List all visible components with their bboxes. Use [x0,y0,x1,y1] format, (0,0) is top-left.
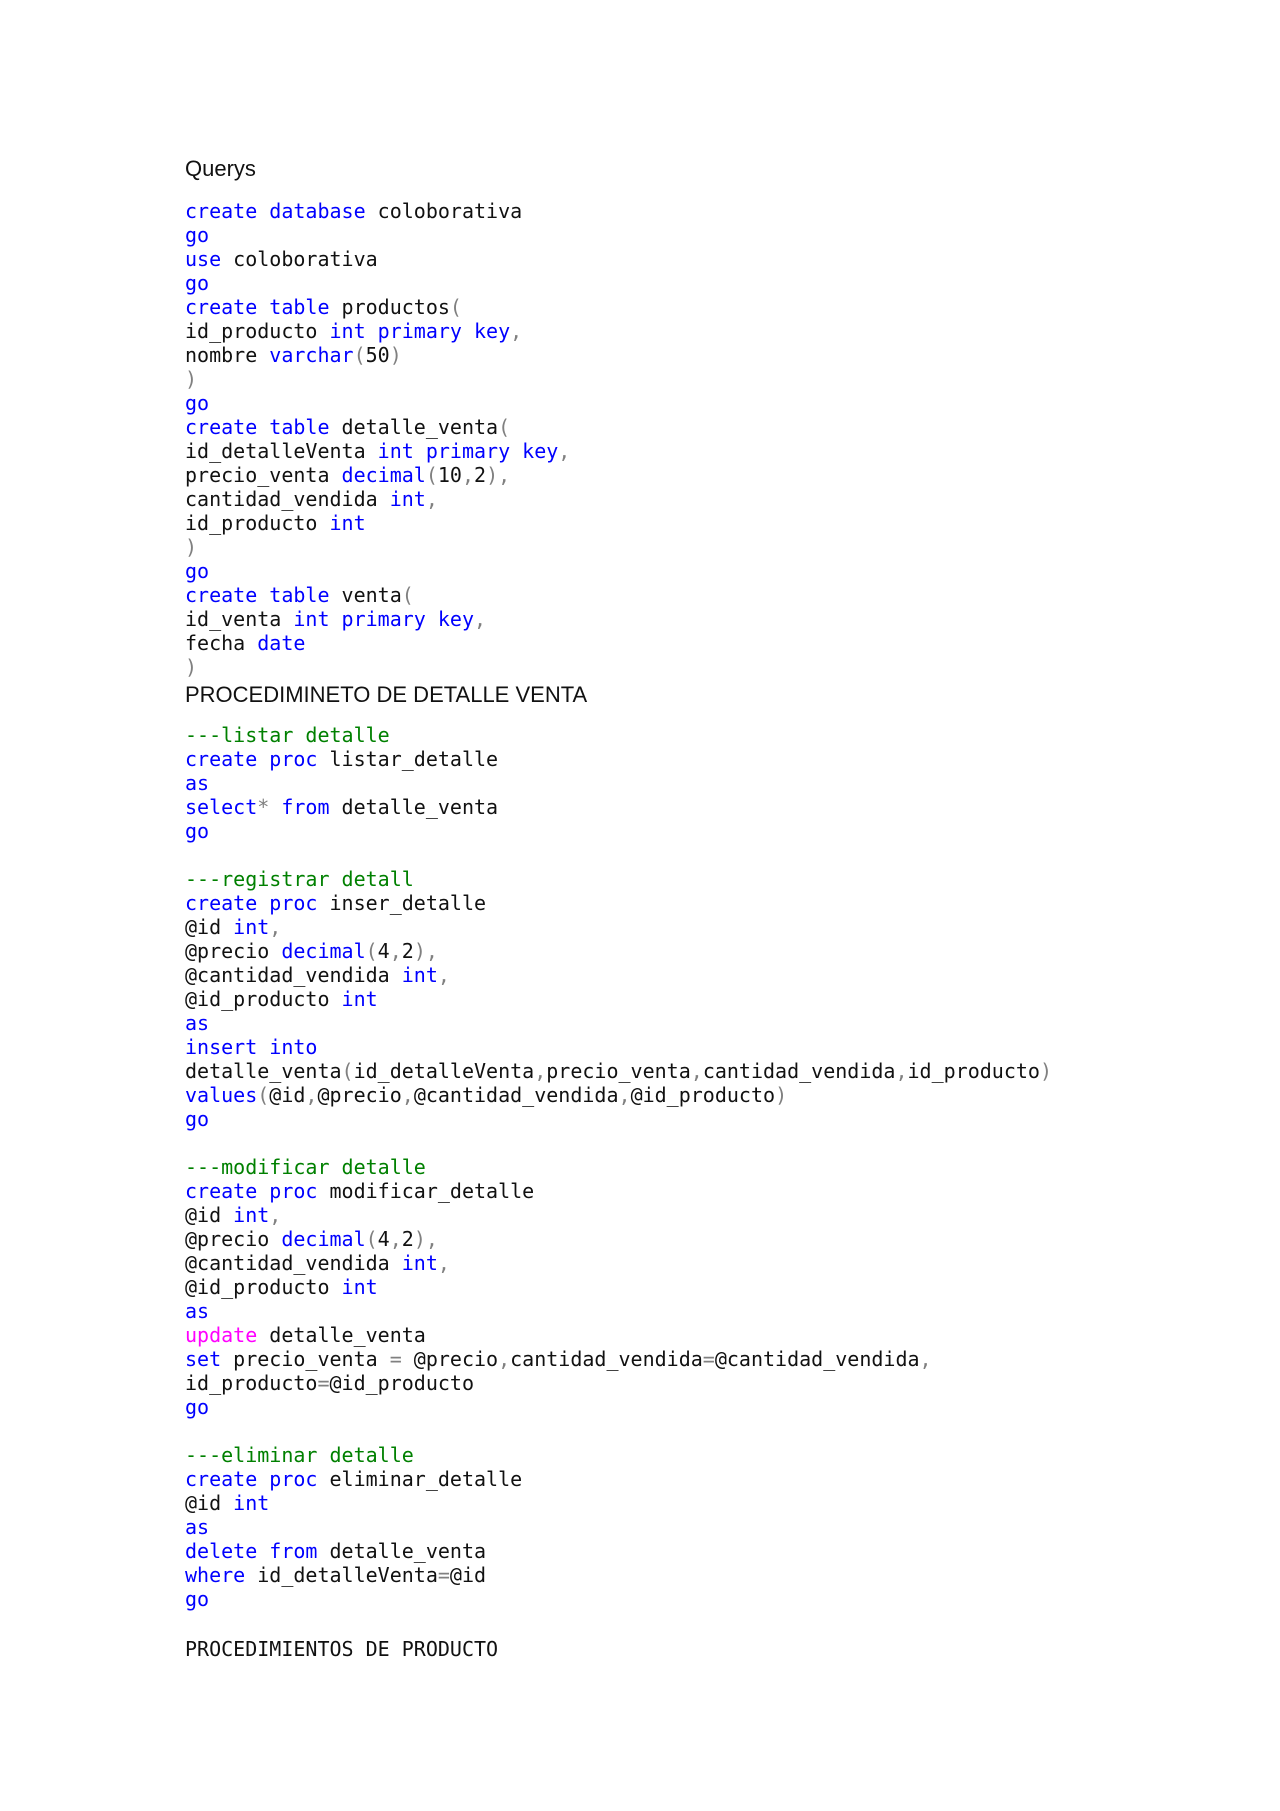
sql-punctuation: ( [257,1083,270,1107]
sql-keyword: go [185,1107,210,1131]
code-line [185,819,1185,843]
sql-text: id_producto [907,1059,1040,1083]
code-line [185,607,1185,631]
sql-keyword: use [185,247,222,271]
sql-text: detalle_venta [257,1323,426,1347]
sql-text: 50 [365,343,390,367]
code-line [185,1155,1185,1179]
sql-keyword: go [185,271,210,295]
sql-punctuation: ( [341,1059,354,1083]
code-line [185,1491,1185,1515]
code-line [185,1611,1185,1635]
sql-text: @precio [401,1347,499,1371]
sql-text: coloborativa [221,247,378,271]
sql-comment: ---eliminar detalle [185,1443,414,1467]
sql-keyword: from [269,795,330,819]
sql-punctuation: , [510,319,523,343]
sql-text: id_producto [185,1371,318,1395]
code-line [185,939,1185,963]
sql-text: productos [329,295,450,319]
code-line [185,559,1185,583]
sql-punctuation: ( [353,343,366,367]
sql-keyword: int [233,1203,270,1227]
sql-text: eliminar_detalle [317,1467,523,1491]
sql-punctuation: , [389,939,402,963]
sql-punctuation: = [437,1563,450,1587]
sql-text: @cantidad_vendida [413,1083,619,1107]
sql-text: modificar_detalle [317,1179,535,1203]
sql-text: id_producto [185,511,330,535]
sql-text: coloborativa [365,199,523,223]
sql-text: @id [449,1563,487,1587]
sql-text: 2 [474,463,487,487]
sql-punctuation: , [690,1059,703,1083]
sql-text: inser_detalle [317,891,487,915]
code-line [185,391,1185,415]
sql-punctuation: , [269,915,282,939]
sql-text: @id_producto [185,987,342,1011]
sql-punctuation: , [269,1203,282,1227]
code-line [185,963,1185,987]
sql-text: 2 [401,939,414,963]
code-line [185,1275,1185,1299]
sql-keyword: create proc [185,747,318,771]
code-line [185,1539,1185,1563]
sql-keyword: int [329,511,366,535]
sql-text: cantidad_vendida [185,487,390,511]
code-line [185,583,1185,607]
sql-punctuation: ( [365,1227,378,1251]
sql-text: @id [269,1083,306,1107]
code-line [185,295,1185,319]
sql-comment: ---modificar detalle [185,1155,426,1179]
sql-punctuation: , [389,1227,402,1251]
code-line [185,1107,1185,1131]
code-line [185,1059,1185,1083]
sql-keyword: go [185,559,210,583]
sql-keyword: int [233,1491,270,1515]
sql-text: @id_producto [185,1275,342,1299]
sql-text: detalle_venta [185,1059,342,1083]
code-line [185,367,1185,391]
sql-keyword: create table [185,295,330,319]
sql-punctuation: ( [401,583,414,607]
sql-keyword: decimal [281,939,366,963]
sql-keyword: int primary key [377,439,559,463]
sql-punctuation: , [461,463,475,487]
code-line [185,1443,1185,1467]
sql-punctuation: , [498,1347,511,1371]
sql-keyword: int primary key [293,607,474,631]
sql-update-keyword: update [185,1323,258,1347]
sql-keyword: int [401,963,438,987]
code-line [185,1347,1185,1371]
heading-producto: PROCEDIMIENTOS DE PRODUCTO [185,1637,499,1661]
code-line [185,747,1185,771]
sql-text: nombre [185,343,270,367]
sql-text: id_detalleVenta [353,1059,535,1083]
sql-punctuation: ( [365,939,378,963]
sql-punctuation: ), [413,1227,438,1251]
code-line [185,1587,1185,1611]
sql-keyword: go [185,819,210,843]
sql-text: 4 [377,1227,390,1251]
sql-text: @precio [317,1083,402,1107]
sql-keyword: int [341,987,378,1011]
sql-text: detalle_venta [329,415,499,439]
sql-punctuation: ), [486,463,511,487]
sql-punctuation: = [702,1347,715,1371]
sql-keyword: create table [185,415,330,439]
sql-text: @precio [185,1227,282,1251]
sql-keyword: values [185,1083,258,1107]
code-line [185,1515,1185,1539]
sql-punctuation: , [437,1251,450,1275]
sql-punctuation: ( [449,295,462,319]
sql-keyword: int [233,915,270,939]
code-line [185,987,1185,1011]
code-line [185,535,1185,559]
sql-keyword: decimal [341,463,426,487]
sql-text: fecha [185,631,258,655]
sql-punctuation: ) [185,535,198,559]
code-block-schema [185,199,1185,679]
sql-punctuation: , [401,1083,414,1107]
sql-text: 4 [377,939,390,963]
sql-text: @id [185,1203,234,1227]
sql-keyword: go [185,1587,210,1611]
code-line [185,463,1185,487]
sql-punctuation: , [618,1083,631,1107]
sql-keyword: create proc [185,891,318,915]
sql-text: @cantidad_vendida [185,1251,402,1275]
sql-text: cantidad_vendida [702,1059,896,1083]
sql-punctuation: , [425,487,438,511]
sql-keyword: go [185,223,210,247]
code-line [185,771,1185,795]
document-page [185,155,1185,1663]
sql-keyword: varchar [269,343,354,367]
sql-keyword: as [185,1299,210,1323]
sql-punctuation: ) [185,655,198,679]
code-line [185,415,1185,439]
sql-punctuation: , [895,1059,908,1083]
code-line [185,1227,1185,1251]
sql-keyword: create proc [185,1179,318,1203]
sql-text: precio_venta [185,463,342,487]
sql-keyword: select [185,795,258,819]
sql-punctuation: ) [775,1083,788,1107]
sql-keyword: insert into [185,1035,318,1059]
code-line [185,795,1185,819]
sql-text: @id_producto [630,1083,776,1107]
sql-punctuation: ( [498,415,511,439]
sql-text: listar_detalle [317,747,499,771]
sql-text: venta [329,583,402,607]
code-line [185,655,1185,679]
sql-text: precio_venta [546,1059,691,1083]
sql-text: @precio [185,939,282,963]
sql-punctuation: , [305,1083,318,1107]
sql-text: id_detalleVenta [245,1563,438,1587]
code-line [185,319,1185,343]
sql-comment: ---registrar detall [185,867,414,891]
code-line [185,1395,1185,1419]
code-line [185,1251,1185,1275]
sql-text: @id_producto [329,1371,474,1395]
code-line [185,1419,1185,1443]
sql-keyword: as [185,1515,210,1539]
sql-punctuation: ) [1039,1059,1053,1083]
sql-keyword: set [185,1347,222,1371]
sql-comment: ---listar detalle [185,723,390,747]
heading-detalle-venta: PROCEDIMINETO DE DETALLE VENTA [185,682,588,707]
code-line [185,1467,1185,1491]
code-line [185,511,1185,535]
code-line [185,1131,1185,1155]
sql-keyword: int primary key [329,319,511,343]
sql-punctuation: = [389,1347,402,1371]
sql-text: detalle_venta [317,1539,487,1563]
sql-text: id_detalleVenta [185,439,378,463]
code-line [185,631,1185,655]
sql-punctuation: , [474,607,487,631]
sql-keyword: as [185,1011,210,1035]
sql-keyword: delete from [185,1539,318,1563]
sql-punctuation: , [558,439,571,463]
sql-text: 2 [401,1227,414,1251]
code-line [185,487,1185,511]
sql-keyword: create proc [185,1467,318,1491]
sql-punctuation: = [317,1371,330,1395]
sql-punctuation: ) [389,343,402,367]
code-line [185,1563,1185,1587]
sql-text: id_producto [185,319,330,343]
sql-punctuation: ( [425,463,438,487]
code-line [185,1203,1185,1227]
sql-keyword: go [185,1395,210,1419]
sql-keyword: go [185,391,210,415]
sql-text: id_venta [185,607,294,631]
heading-querys: Querys [185,156,256,181]
code-line [185,1035,1185,1059]
sql-punctuation: , [534,1059,547,1083]
sql-text: @id [185,915,234,939]
code-line [185,223,1185,247]
sql-punctuation: , [437,963,450,987]
sql-keyword: date [257,631,306,655]
code-line [185,891,1185,915]
sql-keyword: decimal [281,1227,366,1251]
sql-punctuation: ) [185,367,198,391]
sql-keyword: int [341,1275,378,1299]
sql-text: @cantidad_vendida [714,1347,920,1371]
sql-keyword: create table [185,583,330,607]
sql-punctuation: ), [413,939,438,963]
sql-keyword: int [389,487,426,511]
code-block-detalle-venta [185,723,1185,1635]
code-line [185,843,1185,867]
sql-text: @cantidad_vendida [185,963,402,987]
code-line [185,343,1185,367]
sql-text: cantidad_vendida [510,1347,703,1371]
code-line [185,723,1185,747]
code-line [185,1323,1185,1347]
code-line [185,1083,1185,1107]
code-line [185,1371,1185,1395]
code-line [185,1011,1185,1035]
sql-text: detalle_venta [329,795,499,819]
sql-keyword: as [185,771,210,795]
code-line [185,199,1185,223]
code-line [185,271,1185,295]
code-line [185,439,1185,463]
sql-text: 10 [437,463,462,487]
code-line [185,247,1185,271]
sql-text: @id [185,1491,234,1515]
sql-punctuation: * [257,795,270,819]
code-line [185,867,1185,891]
code-line [185,1179,1185,1203]
sql-keyword: where [185,1563,246,1587]
sql-text: precio_venta [221,1347,390,1371]
sql-keyword: create database [185,199,366,223]
code-line [185,1299,1185,1323]
sql-keyword: int [401,1251,438,1275]
sql-punctuation: , [919,1347,932,1371]
code-line [185,915,1185,939]
